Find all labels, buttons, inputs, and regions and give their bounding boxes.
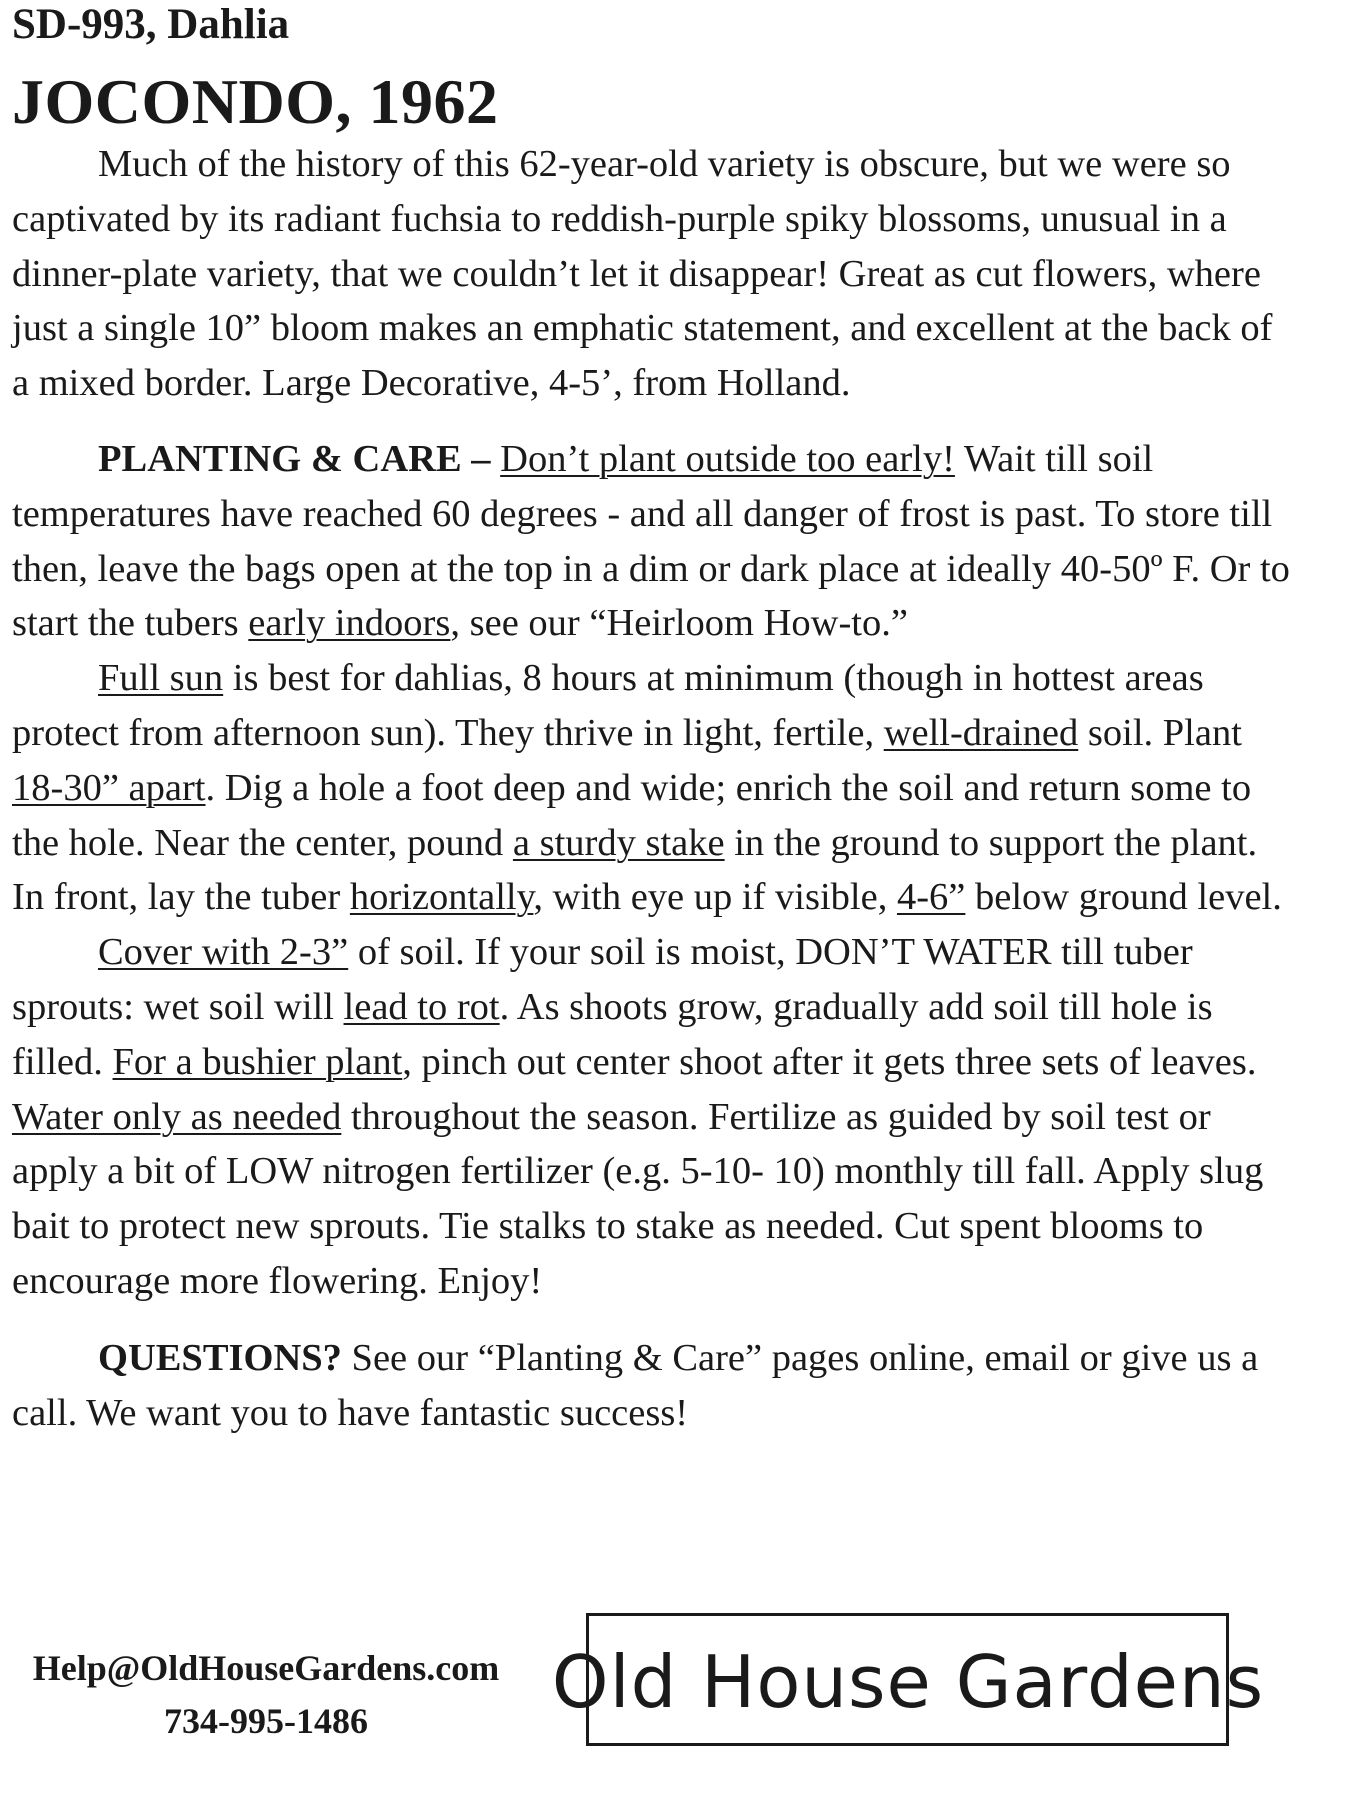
product-sku: SD-993, Dahlia <box>12 1 290 48</box>
questions-text: See our “Planting & Care” pages online, email or give us a call. We want you to have fantastic success! <box>12 1336 1259 1434</box>
page-title: JOCONDO, 1962 <box>12 66 499 137</box>
questions-paragraph <box>12 1331 1297 1441</box>
underlined-phrase: a sturdy stake <box>512 821 725 864</box>
body-text: of soil. If your soil is moist, DON’T WATER till tuber sprouts: wet soil will <box>12 931 1193 1028</box>
body-text: . As shoots grow, gradually add soil till hole is filled. <box>12 985 1213 1083</box>
body-text: Wait till soil temperatures have reached 60 degrees - and all danger of frost is past. To store till then, leave the bags open at the top in a dim or dark place at ideally 40-50º F. Or to start the tubers <box>12 437 1290 645</box>
body-text: soil. Plant <box>1078 711 1242 754</box>
body-text: , with eye up if visible, <box>533 876 897 919</box>
body-text: in the ground to support the plant. In front, lay the tuber <box>12 821 1258 919</box>
body-text: . Dig a hole a foot deep and wide; enrich the soil and return some to the hole. Near the center, pound <box>12 766 1252 864</box>
care-paragraph <box>12 925 1297 1309</box>
underlined-phrase: early indoors <box>248 602 451 645</box>
body-text: below ground level. <box>965 876 1282 919</box>
body-text: throughout the season. Fertilize as guided by soil test or apply a bit of LOW nitrogen fertilizer (e.g. 5-10- 10) monthly till fall. Apply slug bait to protect new sprouts. Tie stalks to stake as needed. Cut spent blooms to encourage more flowering. Enjoy! <box>12 1095 1264 1302</box>
brand-logo-text: Old House Gardens <box>551 1639 1264 1724</box>
underlined-phrase: Full sun <box>98 657 224 700</box>
description-body <box>12 137 1297 1440</box>
underlined-phrase: For a bushier plant <box>112 1040 403 1083</box>
planting-paragraph <box>12 432 1297 651</box>
body-text: , pinch out center shoot after it gets three sets of leaves. <box>402 1040 1257 1083</box>
underlined-phrase: Water only as needed <box>12 1095 342 1138</box>
brand-logo <box>551 1613 1264 1746</box>
underlined-phrase: well-drained <box>883 711 1079 754</box>
body-text: is best for dahlias, 8 hours at minimum (though in hottest areas protect from afternoon sun). They thrive in light, fertile, <box>12 657 1204 754</box>
underlined-phrase: lead to rot <box>343 985 500 1028</box>
questions-heading: QUESTIONS? <box>98 1336 342 1379</box>
sun-soil-paragraph <box>12 651 1297 925</box>
contact-block <box>16 1642 516 1748</box>
planting-heading: PLANTING & CARE – <box>98 437 491 480</box>
underlined-phrase: Cover with 2-3” <box>98 931 349 974</box>
contact-phone[interactable]: 734-995-1486 <box>164 1701 368 1741</box>
contact-email[interactable]: Help@OldHouseGardens.com <box>32 1648 500 1688</box>
intro-text: Much of the history of this 62-year-old variety is obscure, but we were so captivated by its radiant fuchsia to reddish-purple spiky blossoms, unusual in a dinner-plate variety, that we couldn’t let it disappear! Great as cut flowers, where just a single 10” bloom makes an emphatic statement, and excellent at the back of a mixed border. Large Decorative, 4-5’, from Holland. <box>12 143 1273 405</box>
body-text: , see our “Heirloom How-to.” <box>450 602 908 645</box>
intro-paragraph <box>12 137 1297 411</box>
underlined-phrase: 18-30” apart <box>12 766 206 809</box>
underlined-phrase: horizontally <box>349 876 534 919</box>
underlined-phrase: Don’t plant outside too early! <box>500 437 955 480</box>
underlined-phrase: 4-6” <box>896 876 966 919</box>
brand-logo-wordmark <box>551 1625 1264 1735</box>
